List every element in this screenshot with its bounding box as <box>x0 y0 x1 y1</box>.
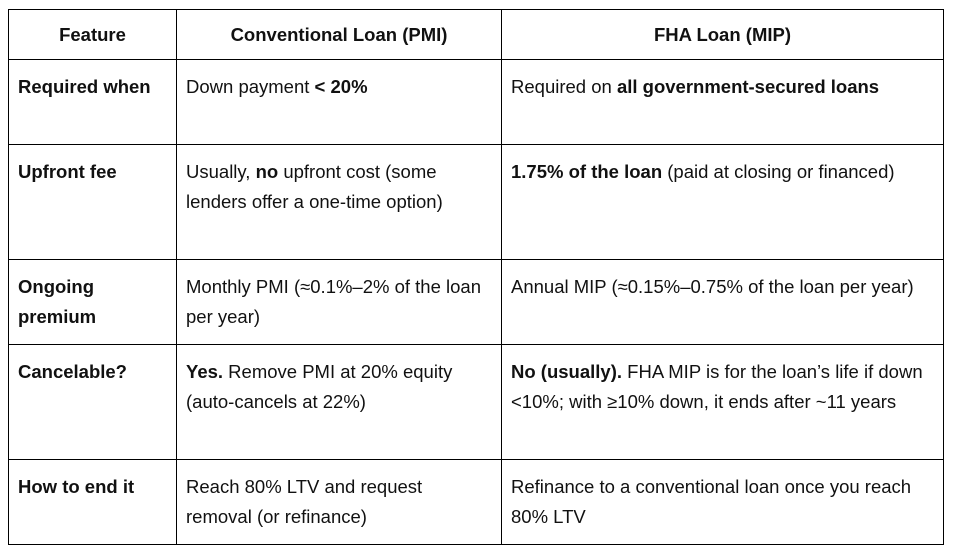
row-conventional <box>177 260 502 345</box>
row-fha <box>502 460 944 545</box>
cell-text: Annual MIP (≈0.15%–0.75% of the loan per year) <box>511 276 914 297</box>
row-feature: Ongoing premium <box>9 260 177 345</box>
cell-text: Monthly PMI (≈0.1%–2% of the loan per year) <box>186 276 481 327</box>
row-conventional <box>177 460 502 545</box>
cell-emphasis: 1.75% of the loan <box>511 161 663 182</box>
table-row <box>9 260 944 345</box>
cell-text: upfront cost (some lenders offer a one-time option) <box>186 161 443 212</box>
header-fha: FHA Loan (MIP) <box>502 10 944 60</box>
row-feature: Cancelable? <box>9 345 177 460</box>
row-fha <box>502 145 944 260</box>
cell-emphasis: no <box>255 161 279 182</box>
cell-text: FHA MIP is for the loan’s life if down <10%; with ≥10% down, it ends after ~11 years <box>511 361 923 412</box>
cell-emphasis: all government-secured loans <box>616 76 880 97</box>
comparison-table <box>8 9 944 545</box>
row-conventional <box>177 145 502 260</box>
row-feature: Upfront fee <box>9 145 177 260</box>
table-row <box>9 460 944 545</box>
table-row <box>9 145 944 260</box>
row-conventional <box>177 345 502 460</box>
cell-text: Remove PMI at 20% equity (auto-cancels at 22%) <box>186 361 453 412</box>
row-fha <box>502 60 944 145</box>
cell-text: Down payment <box>186 76 315 97</box>
header-conventional: Conventional Loan (PMI) <box>177 10 502 60</box>
cell-text: Required on <box>511 76 617 97</box>
cell-text: Refinance to a conventional loan once you reach 80% LTV <box>511 476 912 527</box>
row-feature: Required when <box>9 60 177 145</box>
cell-emphasis: < 20% <box>314 76 368 97</box>
cell-text: Usually, <box>186 161 256 182</box>
cell-text: (paid at closing or financed) <box>662 161 895 182</box>
row-fha <box>502 260 944 345</box>
header-feature: Feature <box>9 10 177 60</box>
cell-emphasis: Yes. <box>186 361 224 382</box>
header-row <box>9 10 944 60</box>
cell-emphasis: No (usually). <box>511 361 623 382</box>
row-conventional <box>177 60 502 145</box>
table-row <box>9 345 944 460</box>
row-feature: How to end it <box>9 460 177 545</box>
table-row <box>9 60 944 145</box>
cell-text: Reach 80% LTV and request removal (or refinance) <box>186 476 423 527</box>
row-fha <box>502 345 944 460</box>
